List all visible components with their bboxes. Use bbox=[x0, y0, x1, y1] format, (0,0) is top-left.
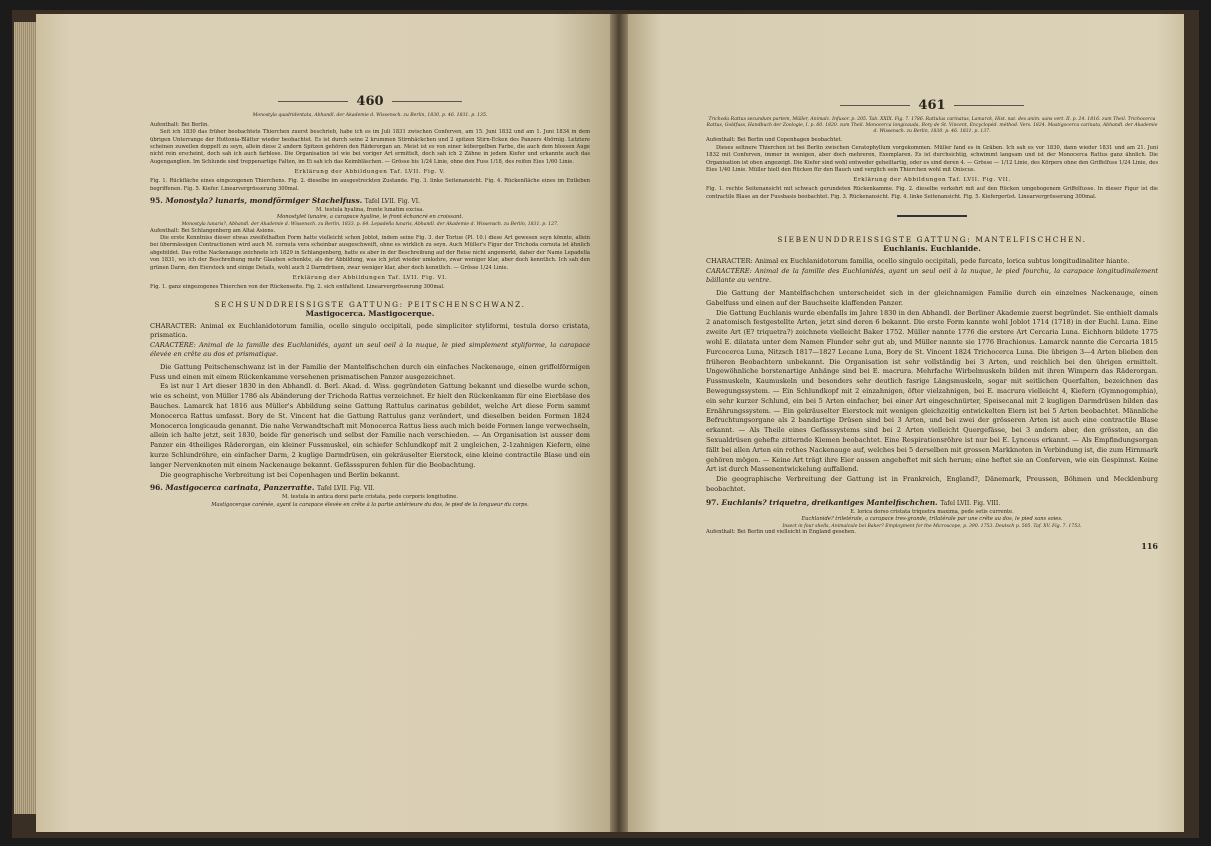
figure-heading: Erklärung der Abbildungen Taf. LVII. Fig. VI. bbox=[292, 275, 448, 282]
figure-heading: Erklärung der Abbildungen Taf. LVII. Fig. VII. bbox=[853, 177, 1011, 184]
paragraph: Die erste Kenntniss dieser etwas zweifelhaften Form hatte vielleicht schon Joblot, indem seine Fig. 3. der Tortue (Pl. 10.) diese Art gewesen seyn könnte, allein bei übermässigen Contractionen wird auch M. cornuta vera scheinbar ausgeschweift, ohne es wirklich zu seyn. Auch Müller's Figur der Trichoda cornuta ist ähnlich abgebildet. Das rothe Nackenauge zeichnete ich 1829 in Schlangenberg, hatte es aber in der Beschreibung auf der Reise nicht angemerkt, daher der Name Lepadella von 1831, wo ich der Beschreibung mehr Glauben schenkte, als der Abbildung, was ich jetzt wieder umkehre, zwar weniger klar, aber doch kenntlich. Ich sah den grünen Darm, den Eierstock und einige Details, wohl auch 2 Darmdrüsen, zwar weniger klar, aber doch kenntlich. — Grösse 1/24 Linie. bbox=[150, 235, 590, 271]
paragraph: Die Gattung der Mantelfischchen unterscheidet sich in der gleichnamigen Familie durch ein einzelnes Nackenauge, einen Gabelfuss und einen auf der Bauchseite klaffenden Panzer. bbox=[706, 289, 1158, 307]
page-number-left: 460 bbox=[150, 94, 590, 109]
paragraph: Die Gattung Peitschenschwanz ist in der Familie der Mantelfischchen durch ein einfaches Nackenauge, einen griffelförmigen Fuss und einen mit einem Rückenkamme versehenen prismatischen Panzer ausgezeichnet. bbox=[150, 362, 590, 381]
genus-heading: SECHSUNDDREISSIGSTE GATTUNG: PEITSCHENSCHWANZ. bbox=[214, 299, 526, 309]
habitat-line: Aufenthalt: Bei Berlin und vielleicht in England gesehen. bbox=[706, 529, 856, 536]
reference-line: Monostyla quadridentata, Abhandl. der Akademie d. Wissensch. zu Berlin, 1830, p. 46. 1831. p. 135. bbox=[252, 113, 488, 118]
genus-subheading: Mastigocerca. Mastigocerque. bbox=[305, 308, 435, 318]
species-heading: 96. Mastigocerca carinata, Panzerratte. Tafel LVII. Fig. VII. bbox=[150, 483, 375, 493]
figure-heading: Erklärung der Abbildungen Taf. LVII. Fig. V. bbox=[294, 169, 446, 176]
paragraph: Die geographische Verbreitung der Gattung ist in Frankreich, England?, Dänemark, Preussen, Böhmen und Mecklenburg beobachtet. bbox=[706, 475, 1158, 493]
book-gutter bbox=[610, 14, 628, 832]
species-heading: 95. Monostyla? lunaris, mondförmiger Stachelfuss. Tafel LVII. Fig. VI. bbox=[150, 196, 420, 206]
signature-mark: 116 bbox=[1141, 540, 1158, 551]
figure-caption: Fig. 1. rechte Seitenansicht mit schwach gerundeten Rückenkamme. Fig. 2. dieselbe verkehrt mit auf den Rücken umgebogenem Griffelfusse. In dieser Figur ist die contractile Blase an der Fussbasis beobachtet. Fig. 3. Rückenansicht. Fig. 4. linke Seitenansicht. Fig. 5. Kiefergerüst. Linearvergrösserung 300mal. bbox=[706, 186, 1158, 200]
right-page-content bbox=[706, 98, 1158, 551]
section-divider bbox=[897, 215, 967, 217]
latin-diagnosis: E. lorica dorso cristata triquetra maxima, pede setis currente. bbox=[850, 508, 1014, 515]
character-latin: CHARACTER: Animal ex Euchlanidotorum familia, ocello singulo occipitali, pede furcato, lorica subtus longitudinaliter hiante. bbox=[706, 257, 1130, 266]
french-diagnosis: Monostylet lunaire, a carapace hyaline, le front échancré en croissant. bbox=[276, 214, 464, 221]
page-edge-stack bbox=[14, 22, 36, 814]
french-diagnosis: Mastigocerque carénée, ayant la carapace élevée en crête à la partie antérieure du dos, le pied de la longueur du corps. bbox=[211, 501, 529, 508]
page-number-right: 461 bbox=[706, 98, 1158, 113]
paragraph: Dieses seltnere Thierchen ist bei Berlin zwischen Ceratophyllum vorgekommen. Müller fand es in Gräben. Ich sah es vor 1830, dann wieder 1831 und am 21. Juni 1832 mit Conferven, immer in wenigen, aber doch mehreren, Exemplaren. Es ist durchsichtig, schwimmt langsam und ist der Monocerca Rattus ganz ähnlich. Die Organisation ist oben angezeigt. Die Kiefer sind wohl entweder geheiltartig, oder es sind deren 4. — Grösse — 1/12 Linie, des Körpers ohne den Griffelfuss 1/24 Linie, des Eies 1/40 Linie. Müller hielt den Rücken für den Bauch und verglich sein Thierchen wohl mit Oniscus. bbox=[706, 144, 1158, 174]
paragraph: Es ist nur 1 Art dieser 1830 in den Abhandl. d. Berl. Akad. d. Wiss. gegründeten Gattung bekannt und dieselbe wurde schon, wie es scheint, von Müller 1786 als Abänderung der Trichoda Rattus verzeichnet. Er hielt den Rückenkamm für eine Eierblase des Bauches. Lamarck hat 1816 aus Müller's Abbildung seine Gattung Rattulus carinatus gebildet, welche Art diese Form sammt Monocerca Rattus umfasst. Bory de St. Vincent hat die Gattung Rattulus ganz verändert, und dieselben beiden Formen 1824 Monocerca longicauda genannt. Die nahe Verwandtschaft mit Monocerca Rattus liess auch mich beide Formen lange verwechseln, allein ich halte jetzt, seit 1830, beide für generisch und selbst der Familie nach verschieden. — An Organisation ist ausser dem Panzer ein 4theiliges Räderorgan, ein kleiner Fussmuskel, ein schiefer Schlundkopf mit 2 ungleichen, 2-1zahnigen Kiefern, eine kurze Schlundröhre, ein einfacher Darm, 2 kuglige Darmdrüsen, ein gekräuselter Eierstock, eine kleine contractile Blase und ein langer Nervenknoten mit einem Nackenauge bekannt. Gefässspuren fehlen für die Beobachtung. bbox=[150, 382, 590, 469]
reference-line: Insect in four shells, Animalcule bei Baker? Employment for the Microscope, p. 390. 1753. Deutsch p. 505. Taf. XV. Fig. 7. 1753. bbox=[782, 523, 1082, 529]
french-diagnosis: Euchlanide? triletérale, a carapace tres-grande, trilatérale par une crête au dos, le pied sans soies. bbox=[801, 516, 1063, 523]
character-french: CARACTÈRE: Animal de la famille des Euchlanidés, ayant un seul oeil à la nuque, le pied simplement styliforme, la carapace élevée en crête au dos et prismatique. bbox=[150, 340, 590, 359]
habitat-line: Aufenthalt: Bei Berlin. bbox=[150, 121, 209, 128]
habitat-line: Aufenthalt: Bei Berlin und Copenhagen beobachtet. bbox=[706, 137, 843, 144]
paragraph: Die geographische Verbreitung ist bei Copenhagen und Berlin bekannt. bbox=[160, 470, 400, 479]
habitat-line: Aufenthalt: Bei Schlangenberg am Altai Asiens. bbox=[150, 227, 276, 234]
figure-caption: Fig. 1. Rückfläche eines eingezogenen Thierchens. Fig. 2. dieselbe im ausgestreckten Zustande. Fig. 3. linke Seitenansicht. Fig. 4. Rückenfläche eines im Entleben begriffenen. Fig. 5. Kiefer. Linearvergrösserung 300mal. bbox=[150, 178, 590, 192]
latin-diagnosis: M. testula hyalina, fronte lunatim excisa. bbox=[315, 207, 425, 214]
character-latin: CHARACTER: Animal ex Euchlanidotorum familia, ocello singulo occipitali, pede simpliciter styliformi, testula dorso cristata, prismatica. bbox=[150, 321, 590, 340]
left-page-content bbox=[150, 94, 590, 509]
figure-caption: Fig. 1. ganz eingezogenes Thierchen von der Rückenseite. Fig. 2. sich entfaltend. Linearvergrösserung 300mal. bbox=[150, 284, 445, 291]
character-french: CARACTÈRE: Animal de la famille des Euchlanidés, ayant un seul oeil à la nuque, le pied fourchu, la carapace longitudinalement bâillante au ventre. bbox=[706, 266, 1158, 285]
left-page bbox=[36, 14, 610, 832]
paragraph: Seit ich 1830 das früher beobachtete Thierchen zuerst beschrieb, habe ich es im Juli 1831 zwischen Conferven, am 15. Juni 1832 und am 1. Juni 1834 in dem übrigen Unterrange der Hottonia-Blätter wieder beobachtet. Es ist durch seine 2 krummen Stirnhäckchen und 2 spitzen Stirn-Ecken des Panzers 4hörnig. Letztere scheinen zuweilen doppelt zu seyn, allein diese 2 andern Spitzen gehören den Räderorgan an. Meist ist es von einer leibergelben Farbe, die auch dem blossen Auge nicht rein erscheint, doch sah ich auch farblose. Die Organisation ist wie bei voriger Art ermittelt, doch sah ich 2 Zähne in jedem Kiefer und erkannte auch das Augenganglion. Im Schlunde sind treppenartige Falten, im Ei sah ich das Keimbläschen. — Grösse bis 1/24 Linie, ohne den Fuss 1/18, des reifen Eies 1/60 Linie. bbox=[150, 129, 590, 165]
species-heading: 97. Euchlanis? triquetra, dreikantiges Mantelfischchen. Tafel LVII. Fig. VIII. bbox=[706, 497, 1001, 507]
right-page bbox=[628, 14, 1184, 832]
paragraph: Die Gattung Euchlanis wurde ebenfalls im Jahre 1830 in den Abhandl. der Berliner Akademie zuerst begründet. Sie enthielt damals 2 anatomisch festgestellte Arten, jetzt sind deren 6 bekannt. Die erste Form kannte wohl Joblot 1714 (1718) in der Euchl. Luna. Eine zweite Art (E? triquetra?) zeichnete vielleicht Baker 1752. Müller nannte 1776 die erstere Art Cercaria Luna. Eichhorn bildete 1775 wohl E. dilatata unter dem Namen Flunder sehr gut ab, und Müller nannte sie 1776 Brachionus. Lamarck nannte die Cercaria 1815 Furcocerca Luna, Nitzsch 1817—1827 Lecane Luna, Bory de St. Vincent 1824 Trichocerca Luna. Die übrigen 3—4 Arten blieben den früheren Beobachtern unbekannt. Die Organisation ist sehr vollständig bei 3 Arten, und reichlich bei den übrigen ermittelt. Ungewöhnliche borstenartige Anhänge sind bei E. macrura. Mehrfache Wirbelmuskeln bilden mit ihren Wimpern das Räderorgan. Fussmuskeln, Kaumuskeln und besonders sehr deutlich fasrige Längsmuskeln, sogar mit seitlichen Querfalten, bezeichnen das Bewegungssystem. — Ein Schlundkopf mit 2 einzahnigen, öfter vielzahnigen, bei E. macrura vielleicht 4, Kiefern (Gymnogomphia), ein sehr kurzer Schlund, ein bei 5 Arten einfacher, bei einer Art eingeschnürter, Speisecanal mit 2 kugligen Darmdrüsen bilden das Ernährungssystem. — Ein gekräuselter Eierstock mit wenigen gleichzeitig entwickelten Eiern ist bei 5 Arten beobachtet. Männliche Befruchtungsorgane als 2 bandartige Drüsen sind bei 3 Arten, und bei zwei der grösseren Arten ist auch eine contractile Blase erkannt. — Als Theile eines Gefässsystems sind bei 2 Arten vielleicht Quergefässe, bei 3 andern aber, den grössten, an die Sexualdrüsen gehefte zitternde Kiemen beobachtet. Eine Respirationsröhre ist nur bei E. Lynceus erkannt. — Als Empfindungsorgan fällt bei allen Arten ein rothes Nackenauge auf, welches bei 5 derselben mit grossen Markknoten in Verbindung ist, die zum Hirnmark gehören mögen. — Keine Art trägt ihre Eier aussen angeheftet mit sich herum; eine heftet sie an Conferven, wie ein Gespinnst. Keine Art ist durch Massenentwickelung auffallend. bbox=[706, 308, 1158, 474]
reference-block: Trichoda Rattus secundum partem, Müller, Animalc. Infusor. p. 205. Tab. XXIX. Fig. 7. 1786. Rattulus carinatus, Lamarck, Hist. nat. des anim. sans vert. II. p. 24. 1816. zum Theil. Trichocerca Rattus, Goldfuss, Handbuch der Zoologie, I. p. 60. 1820. zum Theil. Monocerca longicauda, Bory de St. Vincent, Encyclopéd. méthod. Vers. 1824. Mastigocerca carinata, Abhandl. der Akademie d. Wissensch. zu Berlin, 1830. p. 46. 1831. p. 137. bbox=[706, 117, 1158, 134]
reference-line: Monostyla lunaris?, Abhandl. der Akademie d. Wissensch. zu Berlin, 1833. p. 64. Lepadella lunaris, Abhandl. der Akademie d. Wissensch. zu Berlin, 1831. p. 127. bbox=[181, 221, 559, 227]
genus-heading: SIEBENUNDDREISSIGSTE GATTUNG: MANTELFISCHCHEN. bbox=[777, 235, 1087, 245]
latin-diagnosis: M. testula in antica dorsi parte cristata, pede corporis longitudine. bbox=[281, 494, 459, 501]
genus-subheading: Euchlanis. Euchlanide. bbox=[883, 244, 981, 254]
